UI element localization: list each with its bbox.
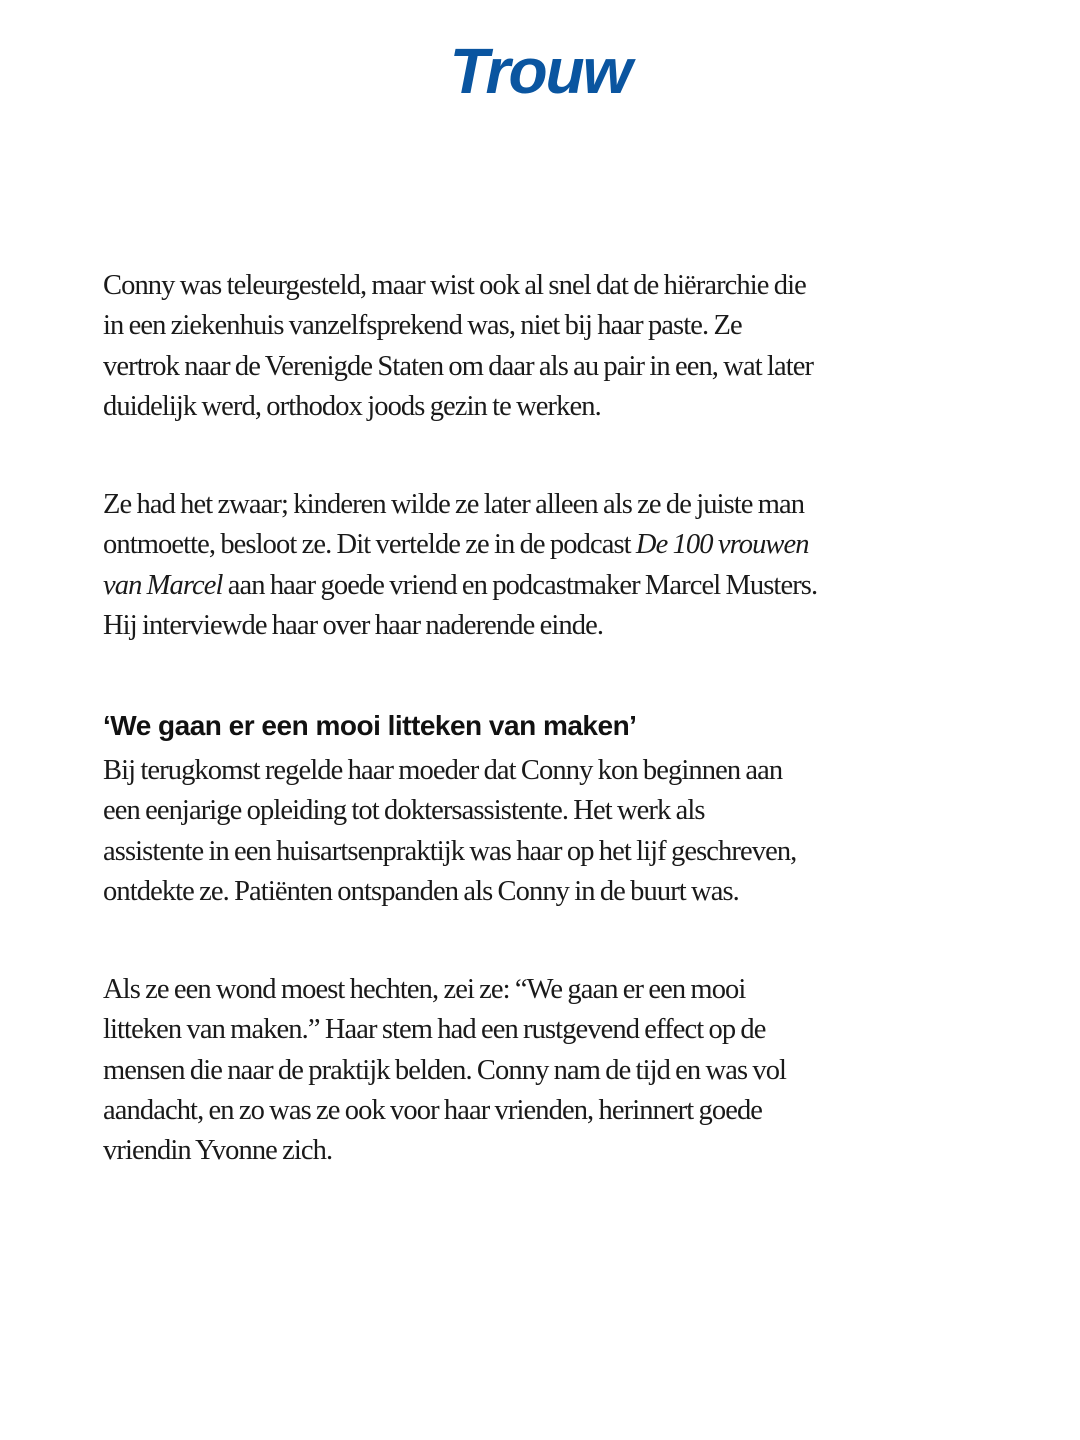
podcast-title-italic: De 100 vrouwen (635, 529, 809, 561)
paragraph-line: vertrok naar de Verenigde Staten om daar als au pair in een, wat later (103, 350, 814, 382)
paragraph-line: in een ziekenhuis vanzelfsprekend was, niet bij haar paste. Ze (103, 310, 742, 342)
paragraph-line: litteken van maken.” Haar stem had een rustgevend effect op de (103, 1014, 766, 1046)
line-text: aan haar goede vriend en podcastmaker Marcel Musters. (222, 569, 818, 601)
paragraph-line: assistente in een huisartsenpraktijk was haar op het lijf geschreven, (103, 835, 797, 867)
paragraph-line: Bij terugkomst regelde haar moeder dat Conny kon beginnen aan (103, 755, 783, 786)
paragraph-line: Ze had het zwaar; kinderen wilde ze later alleen als ze de juiste man (103, 489, 805, 520)
article-paragraph (103, 970, 786, 1171)
paragraph-line: vriendin Yvonne zich. (103, 1135, 333, 1167)
paragraph-line (103, 525, 817, 565)
paragraph-line: een eenjarige opleiding tot doktersassistente. Het werk als (103, 795, 705, 827)
section-subheading: ‘We gaan er een mooi litteken van maken’ (103, 710, 637, 741)
paragraph-line (103, 566, 817, 606)
paragraph-line: Hij interviewde haar over haar naderende einde. (103, 609, 604, 641)
paragraph-line: Conny was teleurgesteld, maar wist ook al snel dat de hiërarchie die (103, 270, 806, 301)
article-paragraph (103, 485, 817, 646)
paragraph-line: Als ze een wond moest hechten, zei ze: “We gaan er een mooi (103, 974, 746, 1005)
line-text: ontmoette, besloot ze. Dit vertelde ze in de podcast (103, 529, 636, 561)
paragraph-line: aandacht, en zo was ze ook voor haar vrienden, herinnert goede (103, 1094, 763, 1126)
trouw-logo[interactable]: Trouw (449, 35, 631, 107)
article-paragraph (103, 751, 796, 912)
article-paragraph (103, 266, 813, 427)
podcast-title-italic: van Marcel (103, 569, 223, 601)
paragraph-line: duidelijk werd, orthodox joods gezin te werken. (103, 390, 601, 422)
paragraph-line: ontdekte ze. Patiënten ontspanden als Conny in de buurt was. (103, 875, 739, 907)
paragraph-line: mensen die naar de praktijk belden. Conny nam de tijd en was vol (103, 1054, 787, 1086)
